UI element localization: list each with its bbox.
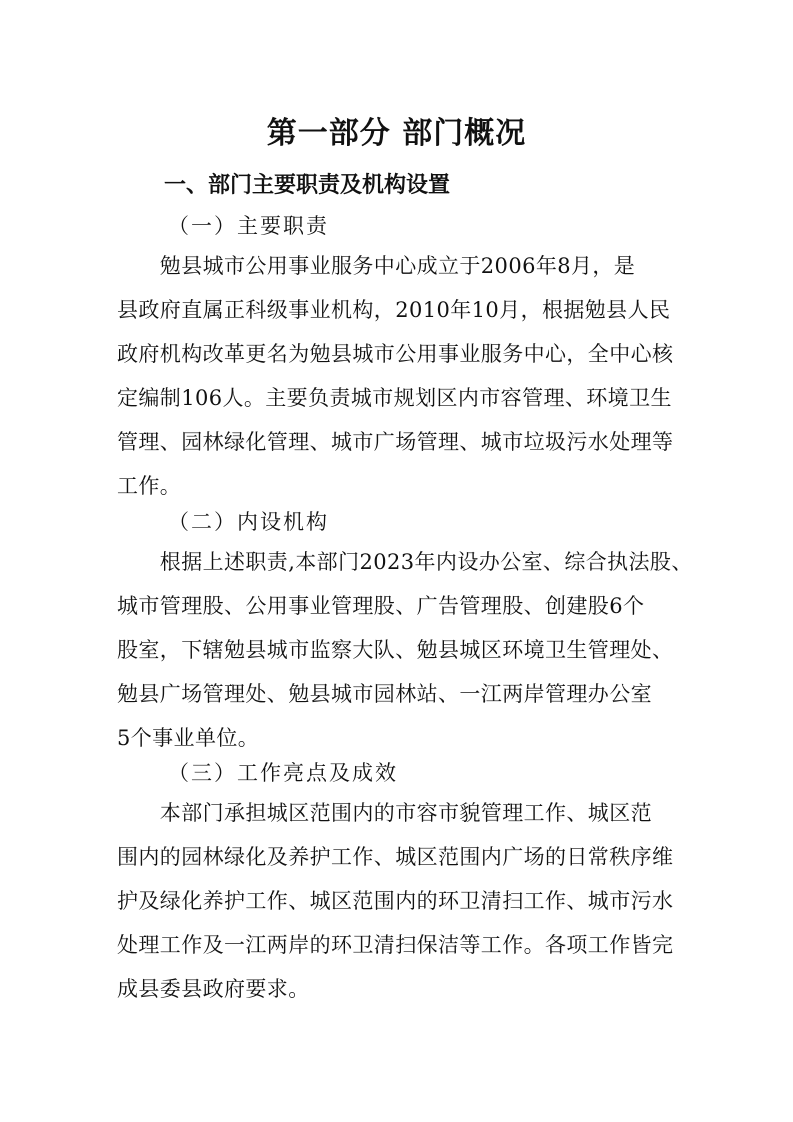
paragraph-line: 勉县广场管理处、勉县城市园林站、一江两岸管理办公室 <box>117 682 652 706</box>
paragraph-line: 城市管理股、公用事业管理股、广告管理股、创建股6个 <box>117 594 645 618</box>
paragraph-line: 成县委县政府要求。 <box>117 977 310 1001</box>
paragraph-highlights <box>117 791 682 1011</box>
paragraph-line: 护及绿化养护工作、城区范围内的环卫清扫工作、城市污水 <box>117 889 674 913</box>
paragraph-line: 县政府直属正科级事业机构，2010年10月，根据勉县人民 <box>117 298 671 322</box>
paragraph-internal-structure <box>117 540 693 760</box>
paragraph-line: 股室，下辖勉县城市监察大队、勉县城区环境卫生管理处、 <box>117 638 674 662</box>
paragraph-line: 工作。 <box>117 474 182 498</box>
paragraph-line: 定编制106人。主要负责城市规划区内市容管理、环境卫生 <box>117 386 672 410</box>
paragraph-main-duties <box>117 244 682 508</box>
paragraph-line: 处理工作及一江两岸的环卫清扫保洁等工作。各项工作皆完 <box>117 933 674 957</box>
subsection-heading-internal-structure: （二）内设机构 <box>168 510 329 534</box>
paragraph-line: 围内的园林绿化及养护工作、城区范围内广场的日常秩序维 <box>117 845 674 869</box>
paragraph-line: 政府机构改革更名为勉县城市公用事业服务中心，全中心核 <box>117 342 674 366</box>
paragraph-line: 根据上述职责,本部门2023年内设办公室、综合执法股、 <box>117 550 693 574</box>
paragraph-line: 管理、园林绿化管理、城市广场管理、城市垃圾污水处理等 <box>117 430 674 454</box>
subsection-heading-main-duties: （一）主要职责 <box>168 214 329 238</box>
page-title: 第一部分 部门概况 <box>266 116 527 151</box>
subsection-heading-highlights: （三）工作亮点及成效 <box>168 761 398 785</box>
paragraph-line: 本部门承担城区范围内的市容市貌管理工作、城区范 <box>117 801 652 825</box>
paragraph-line: 勉县城市公用事业服务中心成立于2006年8月，是 <box>117 254 636 278</box>
paragraph-line: 5个事业单位。 <box>117 726 260 750</box>
section-heading-duties-structure: 一、部门主要职责及机构设置 <box>164 173 451 198</box>
